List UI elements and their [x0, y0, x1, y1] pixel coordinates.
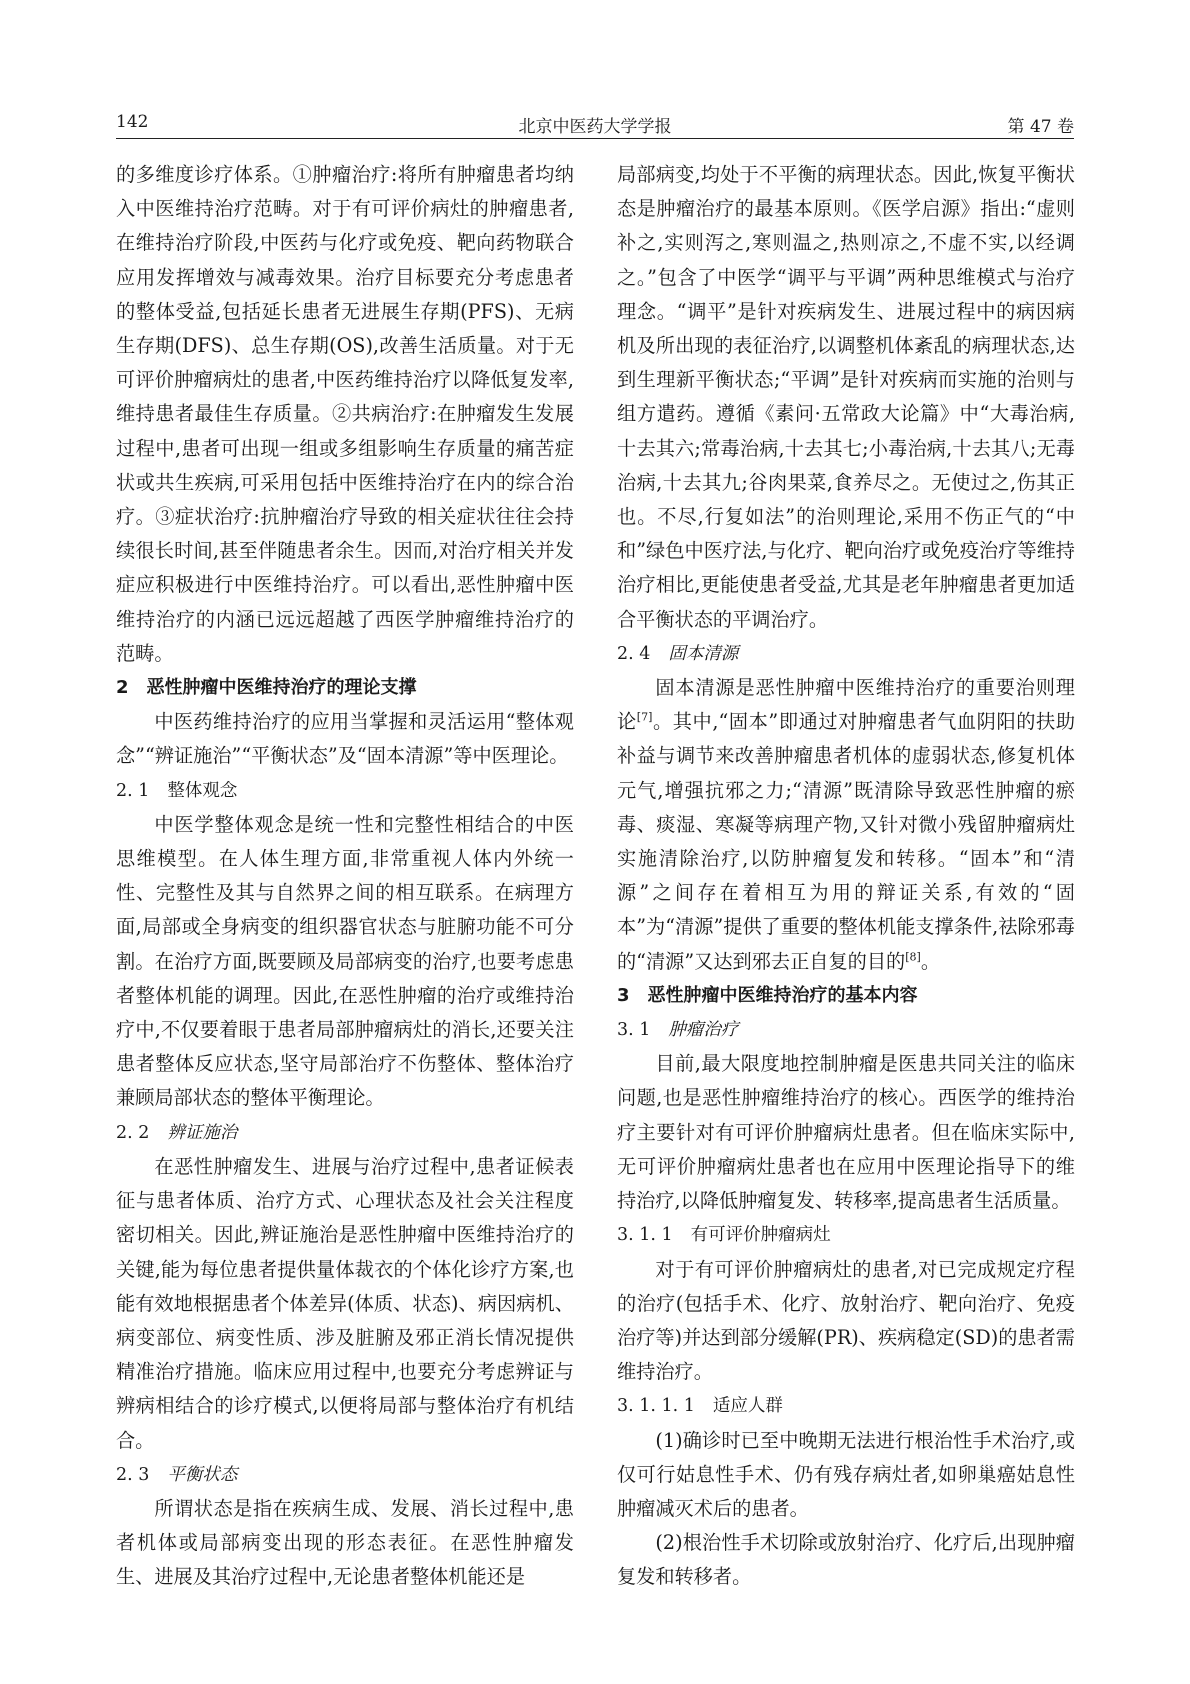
volume-label: 第 47 卷 — [1007, 117, 1074, 137]
section-title: 平衡状态 — [167, 1464, 238, 1485]
section-number: 3. 1 — [617, 1020, 651, 1041]
list-item: (2)根治性手术切除或放射治疗、化疗后,出现肿瘤复发和转移者。 — [617, 1531, 1075, 1589]
paragraph: 的多维度诊疗体系。①肿瘤治疗:将所有肿瘤患者均纳入中医维持治疗范畴。对于有可评价病灶的肿瘤患者,在维持治疗阶段,中医药与化疗或免疫、靶向药物联合应用发挥增效与减毒效果。治疗目标要充分考虑患者的整体受益,包括延长患者无进展生存期(PFS)、无病生存期(DFS)、总生存期(OS),改善生活质量。对于无可评价肿瘤病灶的患者,中医药维持治疗以降低复发率,维持患者最佳生存质量。②共病治疗:在肿瘤发生发展过程中,患者可出现一组或多组影响生存质量的痛苦症状或共生疾病,可采用包括中医维持治疗在内的综合治疗。③症状治疗:抗肿瘤治疗导致的相关症状往往会持续很长时间,甚至伴随患者余生。因而,对治疗相关并发症应积极进行中医维持治疗。可以看出,恶性肿瘤中医维持治疗的内涵已远远超越了西医学肿瘤维持治疗的范畴。 — [116, 163, 574, 665]
paragraph: 中医药维持治疗的应用当掌握和灵活运用“整体观念”“辨证施治”“平衡状态”及“固本清源”等中医理论。 — [116, 710, 574, 768]
left-column — [116, 158, 574, 1595]
journal-title: 北京中医药大学学报 — [518, 117, 672, 137]
section-title: 适应人群 — [712, 1396, 783, 1417]
subsection-heading-2-2 — [116, 1116, 574, 1150]
section-title: 整体观念 — [167, 780, 238, 801]
paragraph: 局部病变,均处于不平衡的病理状态。因此,恢复平衡状态是肿瘤治疗的最基本原则。《医学启源》指出:“虚则补之,实则泻之,寒则温之,热则凉之,不虚不实,以经调之。”包含了中医学“调平与平调”两种思维模式与治疗理念。“调平”是针对疾病发生、进展过程中的病因病机及所出现的表征治疗,以调整机体紊乱的病理状态,达到生理新平衡状态;“平调”是针对疾病而实施的治则与组方遣药。遵循《素问·五常政大论篇》中“大毒治病,十去其六;常毒治病,十去其七;小毒治病,十去其八;无毒治病,十去其九;谷肉果菜,食养尽之。无使过之,伤其正也。不尽,行复如法”的治则理论,采用不伤正气的“中和”绿色中医疗法,与化疗、靶向治疗或免疫治疗等维持治疗相比,更能使患者受益,尤其是老年肿瘤患者更加适合平衡状态的平调治疗。 — [617, 163, 1075, 631]
right-column — [617, 158, 1075, 1595]
subsection-heading-3-1-1-1 — [617, 1389, 1075, 1423]
section-title: 固本清源 — [668, 643, 739, 664]
section-number: 2. 1 — [116, 780, 150, 801]
subsection-heading-3-1-1 — [617, 1218, 1075, 1252]
paragraph — [617, 671, 1075, 979]
subsection-heading-2-3 — [116, 1458, 574, 1492]
page-number: 142 — [116, 112, 149, 132]
citation-8: [8] — [905, 950, 921, 964]
section-title: 辨证施治 — [167, 1122, 238, 1143]
section-heading-3: 3 恶性肿瘤中医维持治疗的基本内容 — [617, 984, 918, 1006]
paragraph-text: 。其中,“固本”即通过对肿瘤患者气血阴阳的扶助补益与调节来改善肿瘤患者机体的虚弱状态,修复机体元气,增强抗邪之力;“清源”既清除导致恶性肿瘤的瘀毒、痰湿、寒凝等病理产物,又针对微小残留肿瘤病灶实施清除治疗,以防肿瘤复发和转移。“固本”和“清源”之间存在着相互为用的辩证关系,有效的“固本”为“清源”提供了重要的整体机能支撑条件,祛除邪毒的“清源”又达到邪去正自复的目的 — [617, 710, 1076, 973]
paragraph: 目前,最大限度地控制肿瘤是医患共同关注的临床问题,也是恶性肿瘤维持治疗的核心。西医学的维持治疗主要针对有可评价肿瘤病灶患者。但在临床实际中,无可评价肿瘤病灶患者也在应用中医理论指导下的维持治疗,以降低肿瘤复发、转移率,提高患者生活质量。 — [617, 1052, 1075, 1213]
subsection-heading-2-4 — [617, 637, 1075, 671]
paragraph: 中医学整体观念是统一性和完整性相结合的中医思维模型。在人体生理方面,非常重视人体内外统一性、完整性及其与自然界之间的相互联系。在病理方面,局部或全身病变的组织器官状态与脏腑功能不可分割。在治疗方面,既要顾及局部病变的治疗,也要考虑患者整体机能的调理。因此,在恶性肿瘤的治疗或维持治疗中,不仅要着眼于患者局部肿瘤病灶的消长,还要关注患者整体反应状态,坚守局部治疗不伤整体、整体治疗兼顾局部状态的整体平衡理论。 — [116, 812, 574, 1110]
subsection-heading-3-1 — [617, 1013, 1075, 1047]
section-title: 有可评价肿瘤病灶 — [690, 1225, 831, 1246]
section-title: 肿瘤治疗 — [668, 1020, 739, 1041]
citation-7: [7] — [636, 710, 653, 724]
paragraph: 在恶性肿瘤发生、进展与治疗过程中,患者证候表征与患者体质、治疗方式、心理状态及社会关注程度密切相关。因此,辨证施治是恶性肿瘤中医维持治疗的关键,能为每位患者提供量体裁衣的个体化诊疗方案,也能有效地根据患者个体差异(体质、状态)、病因病机、病变部位、病变性质、涉及脏腑及邪正消长情况提供精准治疗措施。临床应用过程中,也要充分考虑辨证与辨病相结合的诊疗模式,以便将局部与整体治疗有机结合。 — [116, 1154, 574, 1452]
subsection-heading-2-1 — [116, 774, 574, 808]
paragraph: 所谓状态是指在疾病生成、发展、消长过程中,患者机体或局部病变出现的形态表征。在恶性肿瘤发生、进展及其治疗过程中,无论患者整体机能还是 — [116, 1496, 574, 1589]
section-number: 2. 4 — [617, 643, 651, 664]
paragraph: 对于有可评价肿瘤病灶的患者,对已完成规定疗程的治疗(包括手术、化疗、放射治疗、靶向治疗、免疫治疗等)并达到部分缓解(PR)、疾病稳定(SD)的患者需维持治疗。 — [617, 1257, 1075, 1384]
paragraph-text: 。 — [920, 949, 941, 973]
section-number: 2. 3 — [116, 1464, 150, 1485]
section-number: 2. 2 — [116, 1122, 150, 1143]
list-item: (1)确诊时已至中晚期无法进行根治性手术治疗,或仅可行姑息性手术、仍有残存病灶者,如卵巢癌姑息性肿瘤减灭术后的患者。 — [617, 1428, 1075, 1520]
section-number: 3. 1. 1 — [617, 1225, 673, 1246]
running-header — [116, 108, 1074, 139]
section-number: 3. 1. 1. 1 — [617, 1396, 695, 1417]
section-heading-2: 2 恶性肿瘤中医维持治疗的理论支撑 — [116, 677, 417, 699]
paragraph-text: 固本清源是恶性肿瘤中医维持治疗的重要治则理论 — [617, 676, 1075, 734]
